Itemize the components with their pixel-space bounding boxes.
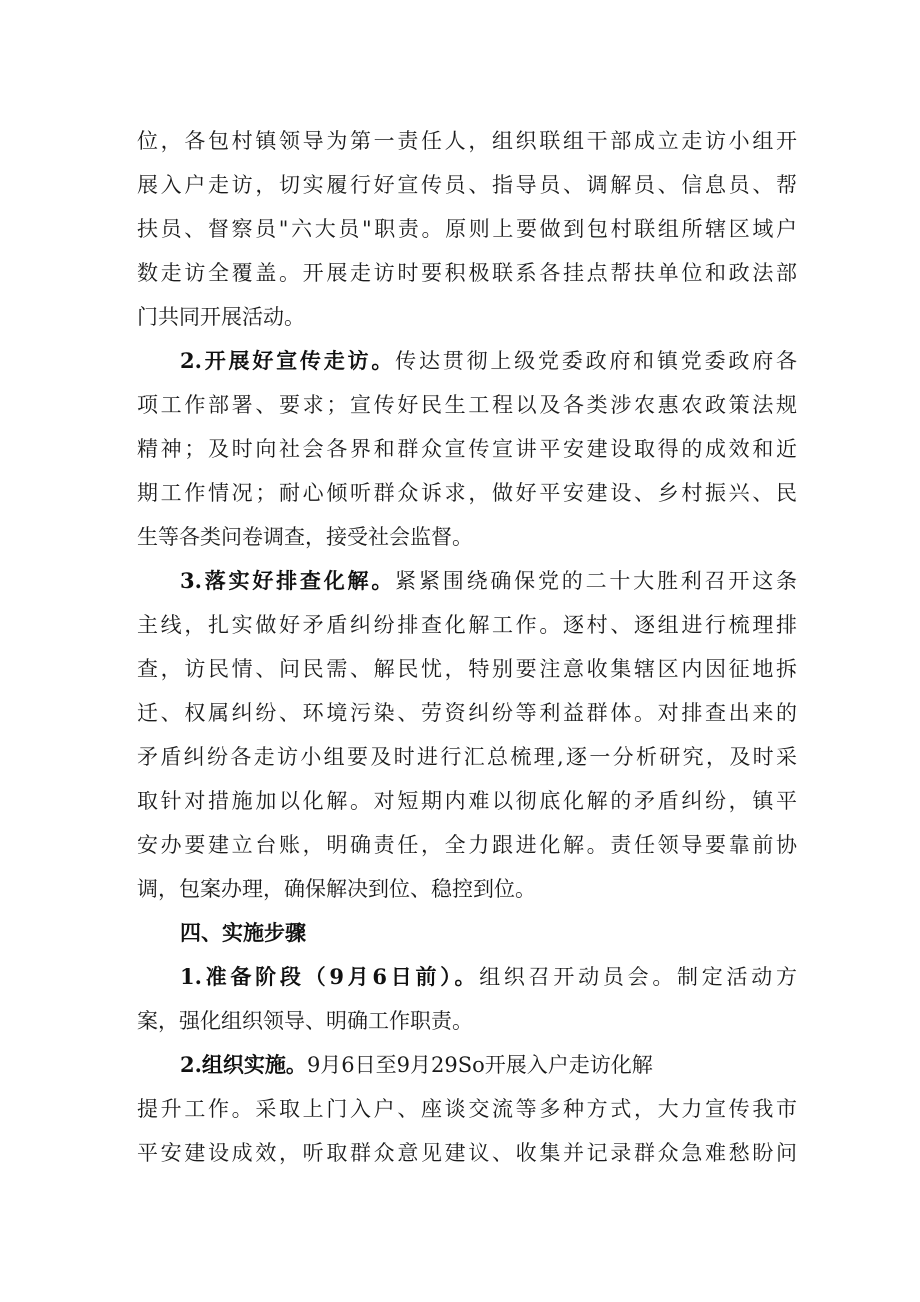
line-text: 项工作部署、要求；宣传好民生工程以及各类涉农惠农政策法规 xyxy=(137,393,797,417)
line-text: 主线，扎实做好矛盾纠纷排查化解工作。逐村、逐组进行梳理排 xyxy=(137,613,797,637)
paragraph-line xyxy=(137,742,797,772)
section-heading: 2.组织实施。 xyxy=(180,1052,307,1077)
line-text: 期工作情况；耐心倾听群众诉求，做好平安建设、乡村振兴、民 xyxy=(137,481,797,505)
line-text: 查，访民情、问民需、解民忧，特别要注意收集辖区内因征地拆 xyxy=(137,657,797,681)
paragraph-line xyxy=(137,522,797,552)
paragraph-line xyxy=(137,830,797,860)
line-text: 取针对措施加以化解。对短期内难以彻底化解的矛盾纠纷，镇平 xyxy=(137,789,797,813)
paragraph-line xyxy=(137,434,797,464)
line-text: 传达贯彻上级党委政府和镇党委政府各 xyxy=(395,349,797,373)
paragraph-line xyxy=(137,654,797,684)
section-heading-line xyxy=(180,346,797,376)
line-text: 位，各包村镇领导为第一责任人，组织联组干部成立走访小组开 xyxy=(137,129,797,153)
paragraph-line xyxy=(137,258,797,288)
paragraph-line xyxy=(137,786,797,816)
section-heading: 3.落实好排查化解。 xyxy=(180,568,396,593)
paragraph-line xyxy=(137,126,797,156)
paragraph-line xyxy=(137,302,797,332)
section-heading: 1.准备阶段（9月6日前）。 xyxy=(180,964,480,989)
chapter-heading: 四、实施步骤 xyxy=(180,920,306,945)
section-heading: 2.开展好宣传走访。 xyxy=(180,348,396,373)
line-text: 平安建设成效，听取群众意见建议、收集并记录群众急难愁盼问 xyxy=(137,1141,797,1165)
line-text: 紧紧围绕确保党的二十大胜利召开这条 xyxy=(395,569,797,593)
paragraph-line xyxy=(137,390,797,420)
line-text: 生等各类问卷调查，接受社会监督。 xyxy=(137,525,473,549)
paragraph-line xyxy=(137,698,797,728)
paragraph-line xyxy=(137,1006,797,1036)
line-text: 组织召开动员会。制定活动方 xyxy=(479,965,797,989)
paragraph-line xyxy=(137,478,797,508)
paragraph-line xyxy=(137,214,797,244)
chapter-heading-line xyxy=(180,918,797,948)
line-text: 迁、权属纠纷、环境污染、劳资纠纷等利益群体。对排查出来的 xyxy=(137,701,797,725)
line-text: 精神；及时向社会各界和群众宣传宣讲平安建设取得的成效和近 xyxy=(137,437,797,461)
section-heading-line xyxy=(180,1050,797,1080)
section-heading-line xyxy=(180,566,797,596)
line-text: 扶员、督察员"六大员"职责。原则上要做到包村联组所辖区域户 xyxy=(137,217,797,241)
line-text: 数走访全覆盖。开展走访时要积极联系各挂点帮扶单位和政法部 xyxy=(137,261,797,285)
line-text: 展入户走访，切实履行好宣传员、指导员、调解员、信息员、帮 xyxy=(137,173,797,197)
paragraph-line xyxy=(137,874,797,904)
line-text: 门共同开展活动。 xyxy=(137,305,305,329)
section-heading-line xyxy=(180,962,797,992)
line-text: 安办要建立台账，明确责任，全力跟进化解。责任领导要靠前协 xyxy=(137,833,797,857)
paragraph-line xyxy=(137,1094,797,1124)
paragraph-line xyxy=(137,1138,797,1168)
line-text: 9月6日至9月29So开展入户走访化解 xyxy=(306,1053,653,1077)
line-text: 提升工作。采取上门入户、座谈交流等多种方式，大力宣传我市 xyxy=(137,1097,797,1121)
line-text: 矛盾纠纷各走访小组要及时进行汇总梳理,逐一分析研究，及时采 xyxy=(137,745,797,769)
paragraph-line xyxy=(137,610,797,640)
paragraph-line xyxy=(137,170,797,200)
line-text: 案，强化组织领导、明确工作职责。 xyxy=(137,1009,473,1033)
line-text: 调，包案办理，确保解决到位、稳控到位。 xyxy=(137,877,536,901)
